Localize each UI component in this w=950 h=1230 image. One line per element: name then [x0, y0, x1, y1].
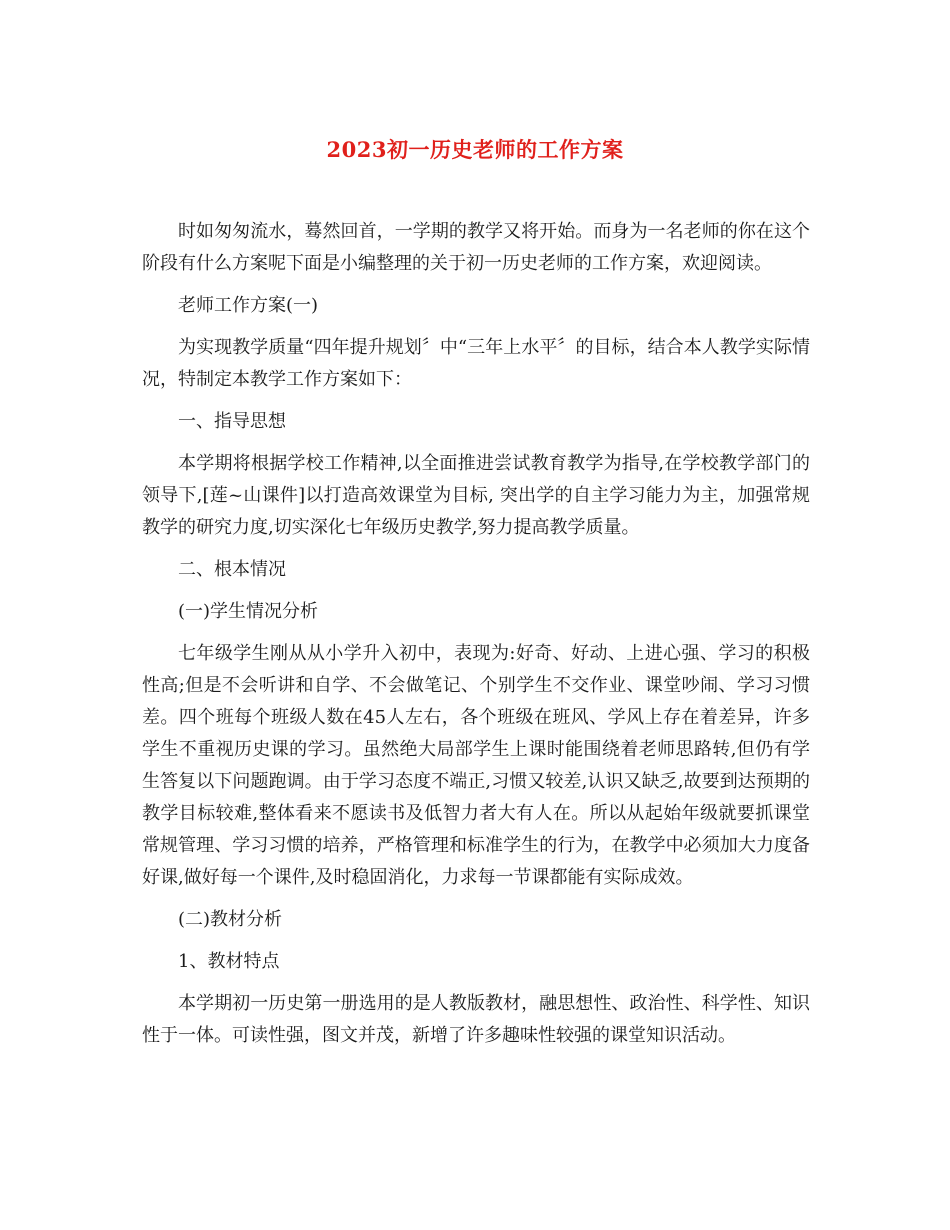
- subheading-textbook-features: 1、教材特点: [178, 951, 280, 972]
- goal-paragraph: 为实现教学质量“四年提升规划〞中“三年上水平〞的目标，结合本人教学实际情况，特制定本教学工作方案如下：: [142, 337, 810, 390]
- student-analysis-paragraph: 七年级学生刚从从小学升入初中，表现为:好奇、好动、上进心强、学习的积极性高;但是不会听讲和自学、不会做笔记、个别学生不交作业、课堂吵闹、学习习惯差。四个班每个班级人数在45人左右，各个班级在班风、学风上存在着差异，许多学生不重视历史课的学习。虽然绝大局部学生上课时能围绕着老师思路转,但仍有学生答复以下问题跑调。由于学习态度不端正,习惯又较差,认识又缺乏,故要到达预期的教学目标较难,整体看来不愿读书及低智力者大有人在。所以从起始年级就要抓课堂常规管理、学习习惯的培养，严格管理和标准学生的行为，在教学中必须加大力度备好课,做好每一个课件,及时稳固消化，力求每一节课都能有实际成效。: [142, 643, 810, 888]
- document-title: 2023初一历史老师的工作方案: [326, 137, 624, 162]
- section-heading-plan-1: 老师工作方案(一): [178, 295, 319, 316]
- section-heading-basic-situation: 二、根本情况: [178, 559, 286, 580]
- textbook-features-paragraph: 本学期初一历史第一册选用的是人教版教材，融思想性、政治性、科学性、知识性于一体。可读性强，图文并茂，新增了许多趣味性较强的课堂知识活动。: [142, 993, 810, 1046]
- intro-paragraph: 时如匆匆流水，蓦然回首，一学期的教学又将开始。而身为一名老师的你在这个阶段有什么方案呢下面是小编整理的关于初一历史老师的工作方案，欢迎阅读。: [142, 221, 810, 274]
- subheading-textbook-analysis: (二)教材分析: [178, 909, 283, 930]
- section-heading-guiding-thought: 一、指导思想: [178, 411, 286, 432]
- guiding-thought-paragraph: 本学期将根据学校工作精神,以全面推进尝试教育教学为指导,在学校教学部门的领导下,[莲~山课件]以打造高效课堂为目标, 突出学的自主学习能力为主，加强常规教学的研究力度,切实深化七年级历史教学,努力提高教学质量。: [142, 453, 810, 538]
- subheading-student-analysis: (一)学生情况分析: [178, 601, 319, 622]
- document-body: [142, 216, 810, 1062]
